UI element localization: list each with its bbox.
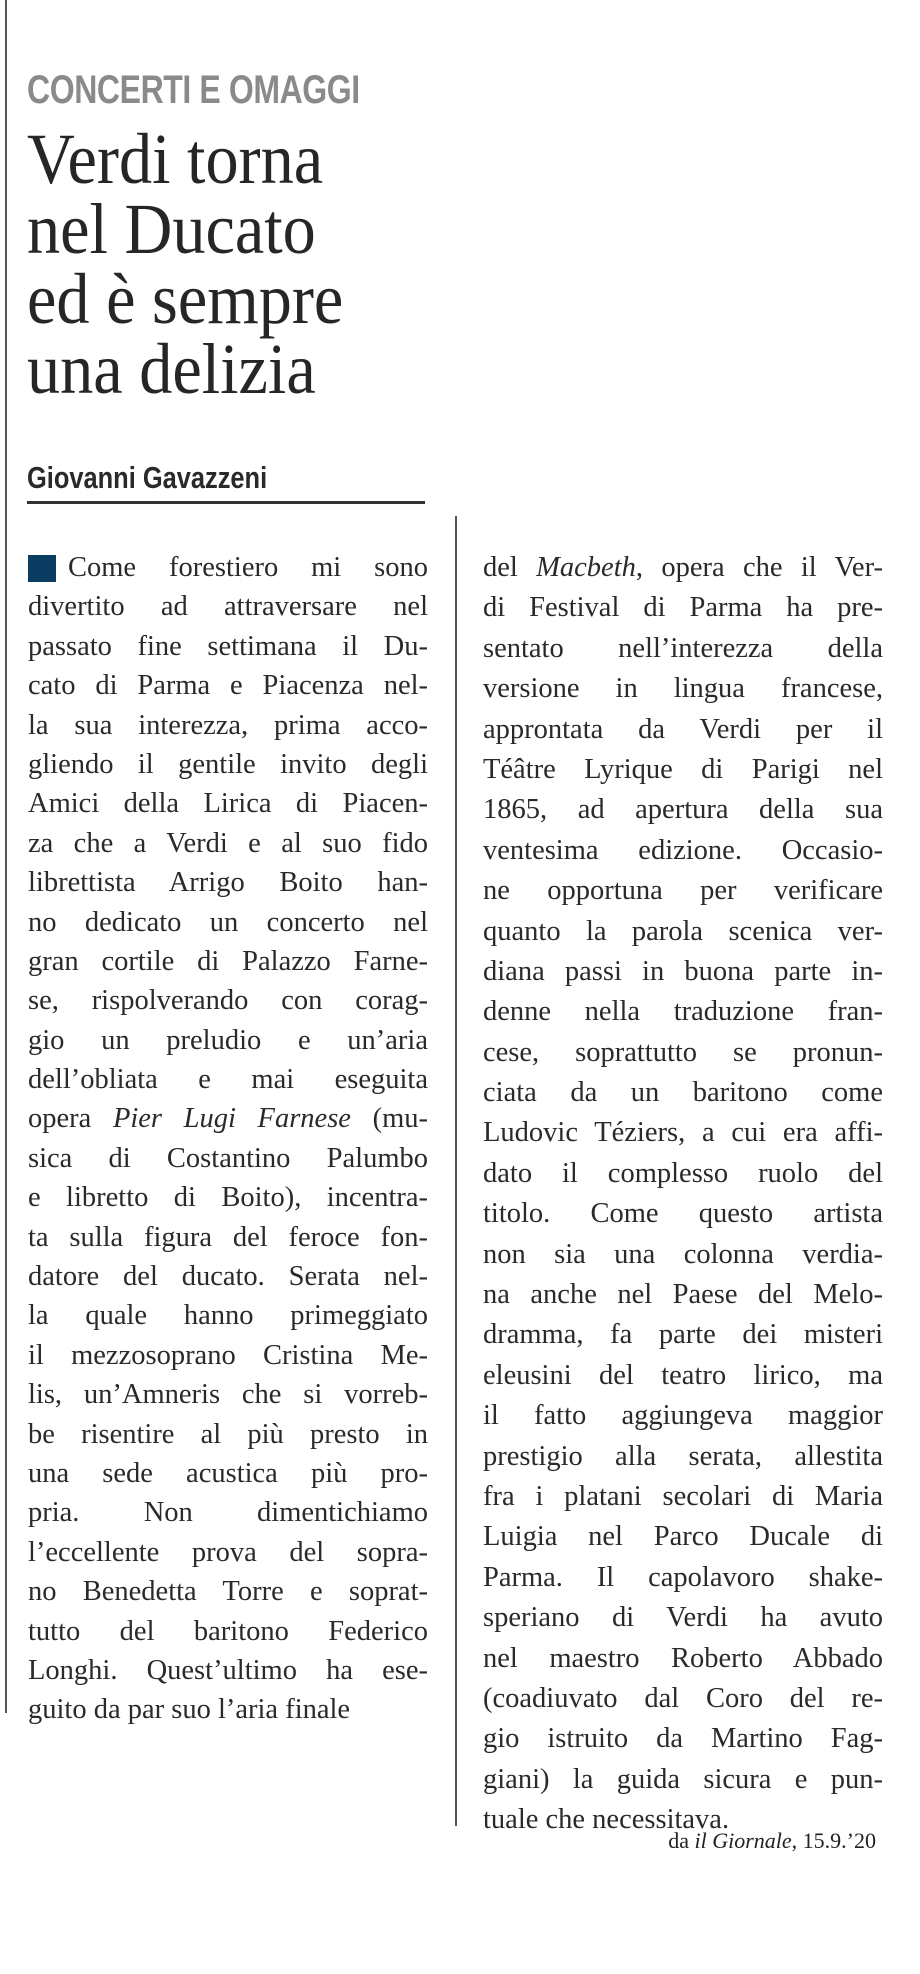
text-line bbox=[483, 1235, 883, 1275]
text-segment: be risentire al più presto in bbox=[28, 1418, 428, 1450]
text-segment: la sua interezza, prima acco- bbox=[28, 709, 428, 741]
headline bbox=[27, 119, 371, 409]
byline: Giovanni Gavazzeni bbox=[27, 460, 268, 495]
text-line bbox=[483, 710, 883, 750]
text-segment: il mezzosoprano Cristina Me- bbox=[28, 1339, 428, 1371]
text-line bbox=[483, 588, 883, 628]
text-line bbox=[483, 1194, 883, 1234]
text-line bbox=[483, 1275, 883, 1315]
text-segment: guito da par suo l’aria finale bbox=[28, 1694, 351, 1726]
text-segment: gio un preludio e un’aria bbox=[28, 1024, 428, 1056]
text-segment: na anche nel Paese del Melo- bbox=[483, 1279, 883, 1311]
text-line bbox=[483, 1598, 883, 1638]
text-line bbox=[28, 1375, 428, 1414]
text-line bbox=[483, 669, 883, 709]
text-line bbox=[28, 1454, 428, 1493]
source-newspaper: il Giornale bbox=[694, 1828, 792, 1853]
text-line bbox=[28, 942, 428, 981]
text-line bbox=[483, 952, 883, 992]
text-line bbox=[28, 784, 428, 823]
text-line bbox=[28, 981, 428, 1020]
lead-square-icon bbox=[28, 555, 56, 582]
source-caption bbox=[668, 1828, 876, 1854]
text-segment: fra i platani secolari di Maria bbox=[483, 1480, 883, 1512]
text-segment: dell’obliata e mai eseguita bbox=[28, 1064, 428, 1096]
text-line bbox=[28, 1415, 428, 1454]
text-line bbox=[483, 1517, 883, 1557]
text-line bbox=[28, 1218, 428, 1257]
text-segment: una sede acustica più pro- bbox=[28, 1457, 428, 1489]
text-segment: gliendo il gentile invito degli bbox=[28, 748, 428, 780]
source-prefix: da bbox=[668, 1828, 695, 1853]
text-segment: se, rispolverando con corag- bbox=[28, 985, 428, 1017]
text-segment: Ludovic Téziers, a cui era affi- bbox=[483, 1117, 883, 1149]
text-segment: dramma, fa parte dei misteri bbox=[483, 1319, 883, 1351]
text-line bbox=[28, 863, 428, 902]
headline-line: Verdi torna bbox=[27, 119, 324, 199]
text-line bbox=[483, 1356, 883, 1396]
text-segment: versione in lingua francese, bbox=[483, 673, 883, 705]
text-segment: Longhi. Quest’ultimo ha ese- bbox=[28, 1654, 428, 1686]
column-divider bbox=[455, 516, 457, 1826]
text-segment: 1865, ad apertura della sua bbox=[483, 794, 883, 826]
text-line bbox=[28, 666, 428, 705]
text-segment: no dedicato un concerto nel bbox=[28, 906, 428, 938]
text-segment: Amici della Lirica di Piacen- bbox=[28, 788, 428, 820]
source-date: , 15.9.’20 bbox=[791, 1828, 876, 1853]
text-line bbox=[483, 790, 883, 830]
text-line bbox=[28, 1572, 428, 1611]
text-segment: passato fine settimana il Du- bbox=[28, 630, 428, 662]
text-line bbox=[483, 912, 883, 952]
text-line bbox=[483, 1760, 883, 1800]
text-line bbox=[28, 1060, 428, 1099]
text-segment: cato di Parma e Piacenza nel- bbox=[28, 670, 428, 702]
text-segment: approntata da Verdi per il bbox=[483, 713, 883, 745]
text-line bbox=[28, 1690, 428, 1729]
headline-line: nel Ducato bbox=[27, 189, 316, 269]
text-segment: la quale hanno primeggiato bbox=[28, 1300, 428, 1332]
text-segment: sica di Costantino Palumbo bbox=[28, 1142, 428, 1174]
text-line bbox=[28, 587, 428, 626]
text-line bbox=[28, 1533, 428, 1572]
text-segment: diana passi in buona parte in- bbox=[483, 955, 883, 987]
text-line bbox=[483, 831, 883, 871]
text-line bbox=[483, 548, 883, 588]
text-segment: ciata da un baritono come bbox=[483, 1077, 883, 1109]
text-segment: sentato nell’interezza della bbox=[483, 632, 883, 664]
text-segment: quanto la parola scenica ver- bbox=[483, 915, 883, 947]
text-line bbox=[483, 1113, 883, 1153]
text-line bbox=[483, 1679, 883, 1719]
italic-title: Macbeth bbox=[536, 552, 636, 583]
text-line bbox=[28, 1021, 428, 1060]
text-line bbox=[483, 1396, 883, 1436]
text-line bbox=[28, 824, 428, 863]
text-segment: cese, soprattutto se pronun- bbox=[483, 1036, 883, 1068]
text-line bbox=[483, 1154, 883, 1194]
text-segment: (coadiuvato dal Coro del re- bbox=[483, 1682, 883, 1714]
text-segment: opera bbox=[28, 1103, 113, 1135]
text-line bbox=[28, 1612, 428, 1651]
text-line bbox=[483, 1437, 883, 1477]
text-segment: (mu- bbox=[350, 1103, 428, 1135]
text-segment: l’eccellente prova del sopra- bbox=[28, 1536, 428, 1568]
text-line bbox=[483, 1315, 883, 1355]
text-segment: e libretto di Boito), incentra- bbox=[28, 1182, 428, 1214]
article-column-2 bbox=[483, 548, 883, 1841]
text-line bbox=[483, 1558, 883, 1598]
text-line bbox=[483, 871, 883, 911]
text-segment: ta sulla figura del feroce fon- bbox=[28, 1221, 428, 1253]
text-segment: Téâtre Lyrique di Parigi nel bbox=[483, 753, 883, 785]
text-segment: dato il complesso ruolo del bbox=[483, 1157, 883, 1189]
page-border-line bbox=[5, 0, 7, 1713]
text-segment: Luigia nel Parco Ducale di bbox=[483, 1521, 883, 1553]
text-segment: il fatto aggiungeva maggior bbox=[483, 1400, 883, 1432]
text-segment: eleusini del teatro lirico, ma bbox=[483, 1359, 883, 1391]
text-line bbox=[483, 1477, 883, 1517]
text-line bbox=[28, 903, 428, 942]
text-segment: za che a Verdi e al suo fido bbox=[28, 827, 428, 859]
text-line bbox=[28, 548, 428, 587]
text-segment: ventesima edizione. Occasio- bbox=[483, 834, 883, 866]
italic-title: Pier Lugi Farnese bbox=[112, 1103, 351, 1135]
text-segment: , opera che il Ver- bbox=[635, 552, 883, 583]
headline-line: una delizia bbox=[27, 329, 316, 409]
kicker: CONCERTI E OMAGGI bbox=[27, 68, 360, 112]
text-line bbox=[483, 629, 883, 669]
text-segment: del bbox=[483, 552, 537, 583]
text-line bbox=[28, 1336, 428, 1375]
text-segment: prestigio alla serata, allestita bbox=[483, 1440, 883, 1472]
text-line bbox=[28, 706, 428, 745]
article-column-1 bbox=[28, 548, 428, 1730]
text-segment: denne nella traduzione fran- bbox=[483, 996, 883, 1028]
text-line bbox=[28, 1493, 428, 1532]
byline-rule bbox=[27, 501, 425, 504]
text-segment: tuale che necessitava. bbox=[483, 1804, 730, 1836]
text-segment: Parma. Il capolavoro shake- bbox=[483, 1561, 883, 1593]
text-segment: non sia una colonna verdia- bbox=[483, 1238, 883, 1270]
text-line bbox=[483, 1639, 883, 1679]
headline-line: ed è sempre bbox=[27, 259, 344, 339]
text-segment: speriano di Verdi ha avuto bbox=[483, 1602, 883, 1634]
text-line bbox=[28, 1257, 428, 1296]
text-line bbox=[28, 1099, 428, 1138]
text-line bbox=[28, 1296, 428, 1335]
text-line bbox=[483, 750, 883, 790]
text-segment: gio istruito da Martino Fag- bbox=[483, 1723, 883, 1755]
text-line bbox=[28, 745, 428, 784]
text-line bbox=[483, 992, 883, 1032]
text-segment: librettista Arrigo Boito han- bbox=[28, 867, 428, 899]
text-segment: pria. Non dimentichiamo bbox=[28, 1497, 428, 1529]
text-segment: no Benedetta Torre e soprat- bbox=[28, 1576, 428, 1608]
text-segment: giani) la guida sicura e pun- bbox=[483, 1763, 883, 1795]
text-line bbox=[28, 627, 428, 666]
text-line bbox=[28, 1178, 428, 1217]
text-segment: titolo. Come questo artista bbox=[483, 1198, 883, 1230]
text-line bbox=[28, 1139, 428, 1178]
text-segment: di Festival di Parma ha pre- bbox=[483, 592, 883, 624]
text-line bbox=[483, 1073, 883, 1113]
text-segment: gran cortile di Palazzo Farne- bbox=[28, 945, 428, 977]
text-segment: lis, un’Amneris che si vorreb- bbox=[28, 1379, 428, 1411]
text-segment: ne opportuna per verificare bbox=[483, 875, 883, 907]
text-segment: datore del ducato. Serata nel- bbox=[28, 1261, 428, 1293]
text-line bbox=[483, 1719, 883, 1759]
text-segment: nel maestro Roberto Abbado bbox=[483, 1642, 883, 1674]
text-segment: tutto del baritono Federico bbox=[28, 1615, 428, 1647]
text-segment: divertito ad attraversare nel bbox=[28, 591, 428, 623]
text-line bbox=[28, 1651, 428, 1690]
text-line bbox=[483, 1033, 883, 1073]
text-segment: Come forestiero mi sono bbox=[68, 552, 428, 583]
